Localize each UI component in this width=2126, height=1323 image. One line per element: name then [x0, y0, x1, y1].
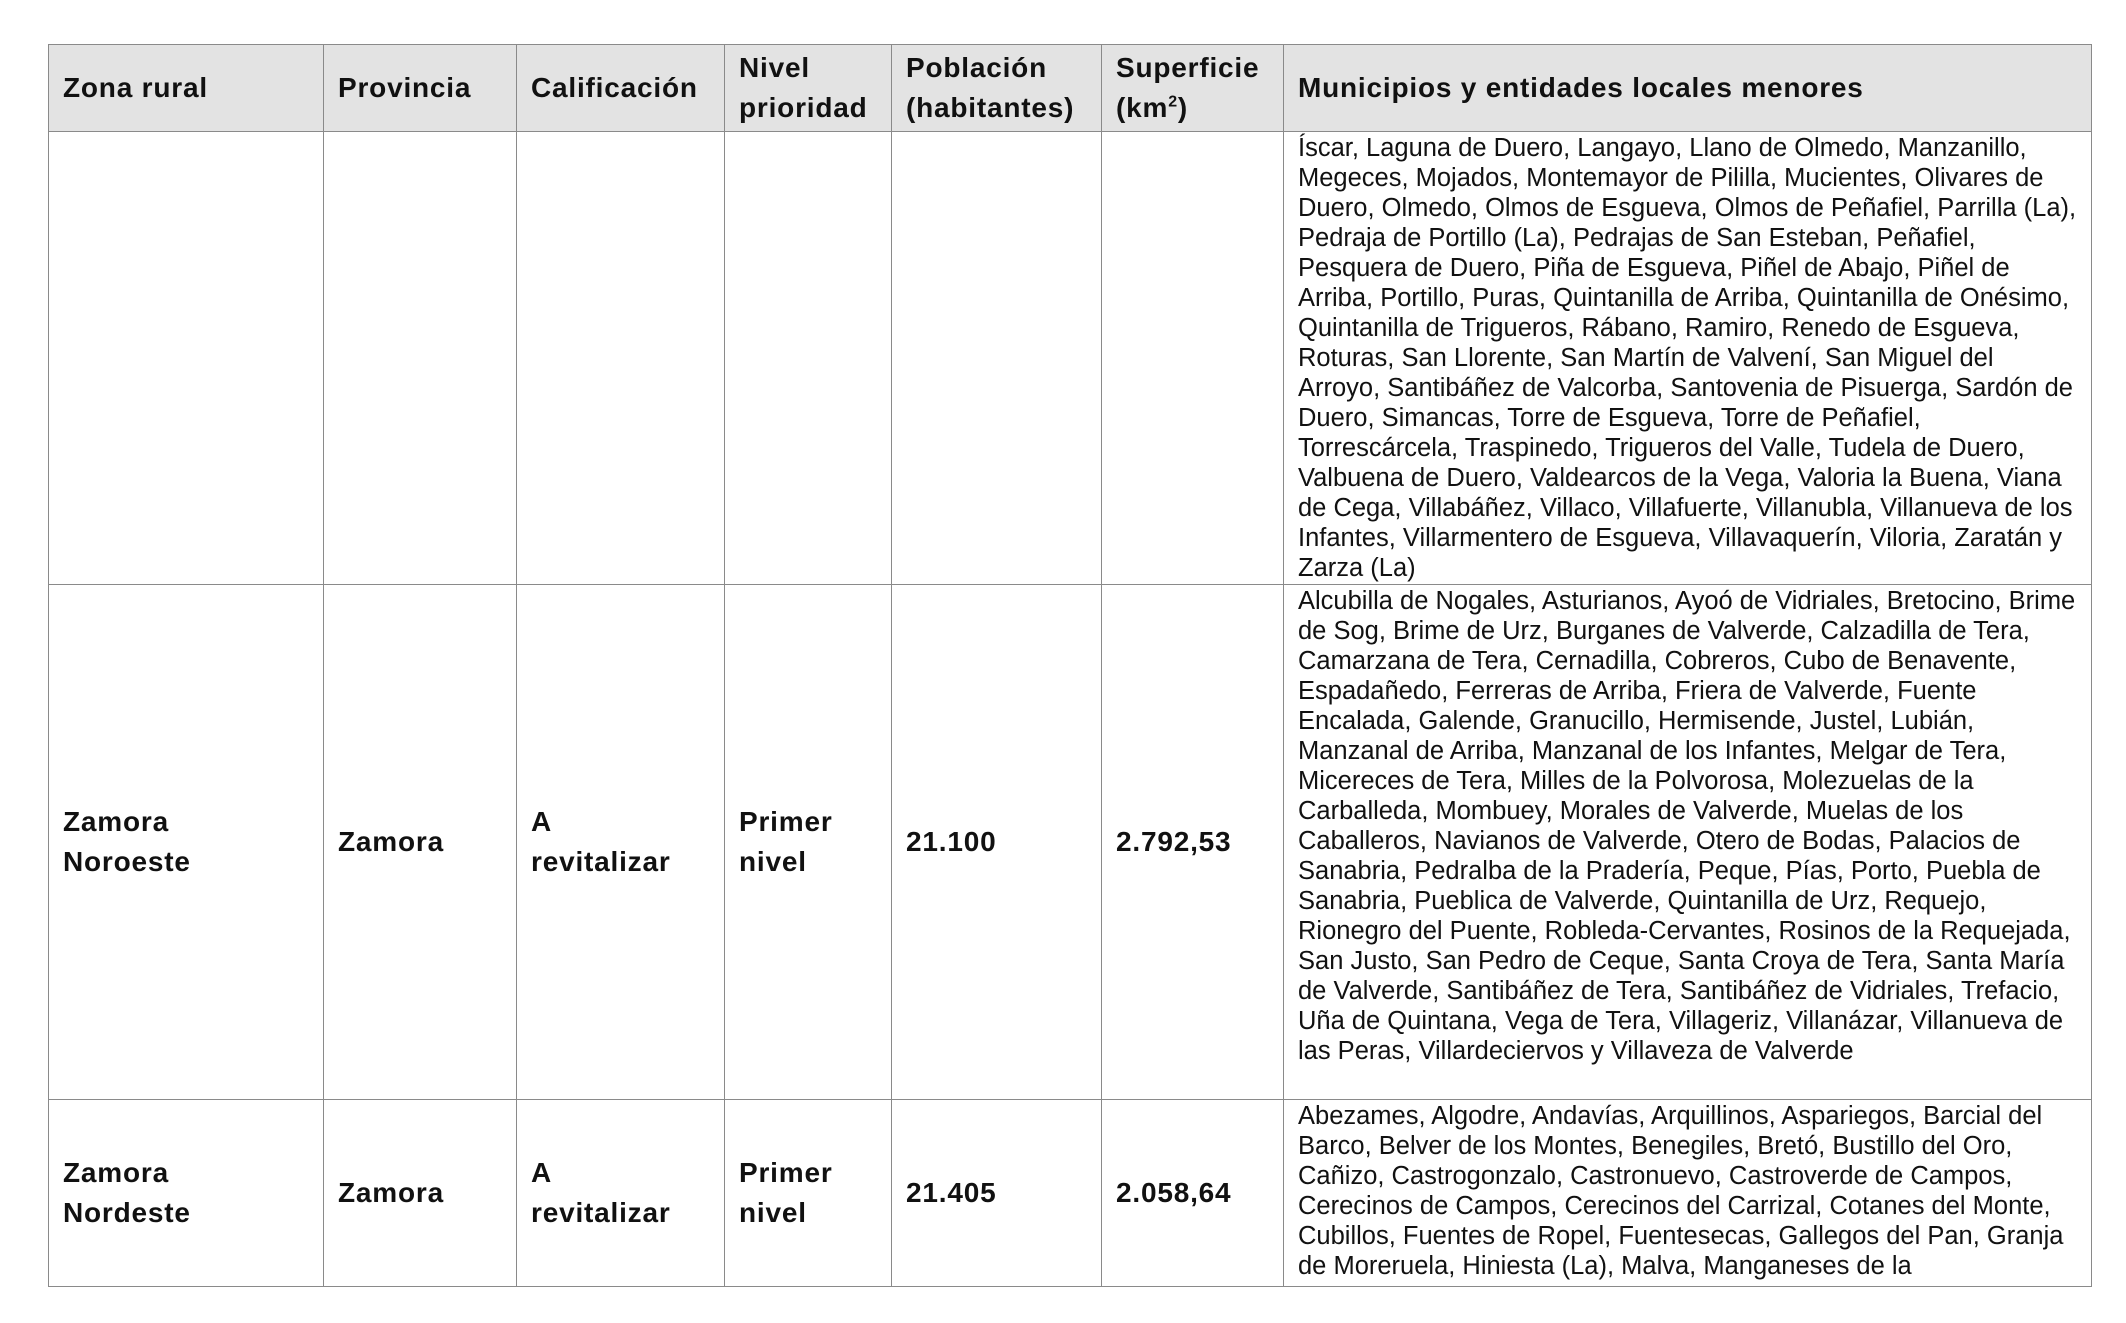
header-calificacion: Calificación	[517, 45, 725, 132]
header-row	[49, 45, 2092, 132]
table-body	[49, 132, 2092, 1287]
zonas-rurales-table	[48, 44, 2092, 1287]
table-header	[49, 45, 2092, 132]
cell-poblacion: 21.100	[892, 585, 1102, 1100]
cell-zona-rural	[49, 132, 324, 585]
header-zona-rural: Zona rural	[49, 45, 324, 132]
cell-calificacion: A revitalizar	[517, 1100, 725, 1287]
table-row	[49, 132, 2092, 585]
cell-calificacion	[517, 132, 725, 585]
cell-municipios: Íscar, Laguna de Duero, Langayo, Llano de Olmedo, Manzanillo, Megeces, Mojados, Montemayor de Pililla, Mucientes, Olivares de Duero, Olmedo, Olmos de Esgueva, Olmos de Peñafiel, Parrilla (La), Pedraja de Portillo (La), Pedrajas de San Esteban, Peñafiel, Pesquera de Duero, Piña de Esgueva, Piñel de Abajo, Piñel de Arriba, Portillo, Puras, Quintanilla de Arriba, Quintanilla de Onésimo, Quintanilla de Trigueros, Rábano, Ramiro, Renedo de Esgueva, Roturas, San Llorente, San Martín de Valvení, San Miguel del Arroyo, Santibáñez de Valcorba, Santovenia de Pisuerga, Sardón de Duero, Simancas, Torre de Esgueva, Torre de Peñafiel, Torrescárcela, Traspinedo, Trigueros del Valle, Tudela de Duero, Valbuena de Duero, Valdearcos de la Vega, Valoria la Buena, Viana de Cega, Villabáñez, Villaco, Villafuerte, Villanubla, Villanueva de los Infantes, Villarmentero de Esgueva, Villavaquerín, Viloria, Zaratán y Zarza (La)	[1284, 132, 2092, 585]
header-poblacion: Población (habitantes)	[892, 45, 1102, 132]
cell-superficie: 2.058,64	[1102, 1100, 1284, 1287]
cell-zona-rural: Zamora Nordeste	[49, 1100, 324, 1287]
cell-superficie	[1102, 132, 1284, 585]
cell-nivel-prioridad: Primer nivel	[725, 585, 892, 1100]
cell-provincia	[324, 132, 517, 585]
cell-provincia: Zamora	[324, 585, 517, 1100]
header-municipios: Municipios y entidades locales menores	[1284, 45, 2092, 132]
cell-municipios: Alcubilla de Nogales, Asturianos, Ayoó de Vidriales, Bretocino, Brime de Sog, Brime de Urz, Burganes de Valverde, Calzadilla de Tera, Camarzana de Tera, Cernadilla, Cobreros, Cubo de Benavente, Espadañedo, Ferreras de Arriba, Friera de Valverde, Fuente Encalada, Galende, Granucillo, Hermisende, Justel, Lubián, Manzanal de Arriba, Manzanal de los Infantes, Melgar de Tera, Micereces de Tera, Milles de la Polvorosa, Molezuelas de la Carballeda, Mombuey, Morales de Valverde, Muelas de los Caballeros, Navianos de Valverde, Otero de Bodas, Palacios de Sanabria, Pedralba de la Pradería, Peque, Pías, Porto, Puebla de Sanabria, Pueblica de Valverde, Quintanilla de Urz, Requejo, Rionegro del Puente, Robleda-Cervantes, Rosinos de la Requejada, San Justo, San Pedro de Ceque, Santa Croya de Tera, Santa María de Valverde, Santibáñez de Tera, Santibáñez de Vidriales, Trefacio, Uña de Quintana, Vega de Tera, Villageriz, Villanázar, Villanueva de las Peras, Villardeciervos y Villaveza de Valverde	[1284, 585, 2092, 1100]
header-provincia: Provincia	[324, 45, 517, 132]
table-row	[49, 1100, 2092, 1287]
cell-municipios: Abezames, Algodre, Andavías, Arquillinos, Aspariegos, Barcial del Barco, Belver de los Montes, Benegiles, Bretó, Bustillo del Oro, Cañizo, Castrogonzalo, Castronuevo, Castroverde de Campos, Cerecinos de Campos, Cerecinos del Carrizal, Cotanes del Monte, Cubillos, Fuentes de Ropel, Fuentesecas, Gallegos del Pan, Granja de Moreruela, Hiniesta (La), Malva, Manganeses de la	[1284, 1100, 2092, 1287]
cell-superficie: 2.792,53	[1102, 585, 1284, 1100]
header-superficie: Superficie $(km^2)$	[1102, 45, 1284, 132]
cell-calificacion: A revitalizar	[517, 585, 725, 1100]
cell-poblacion	[892, 132, 1102, 585]
cell-nivel-prioridad	[725, 132, 892, 585]
table-row	[49, 585, 2092, 1100]
cell-zona-rural: Zamora Noroeste	[49, 585, 324, 1100]
cell-provincia: Zamora	[324, 1100, 517, 1287]
cell-nivel-prioridad: Primer nivel	[725, 1100, 892, 1287]
cell-poblacion: 21.405	[892, 1100, 1102, 1287]
header-nivel-prioridad: Nivel prioridad	[725, 45, 892, 132]
